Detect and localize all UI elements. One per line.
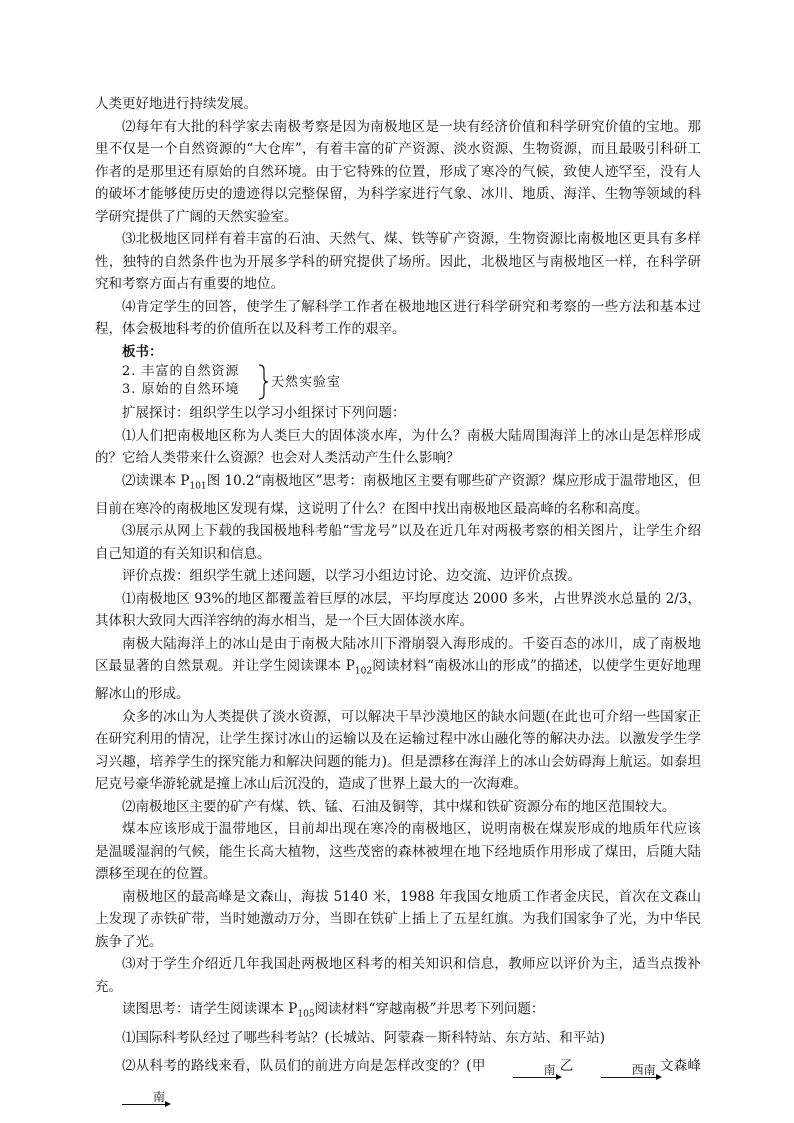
paragraph-3: ⑷肯定学生的回答，使学生了解科学工作者在极地地区进行科学研究和考察的一些方法和基本过程，体会极地科考的价值所在以及科考工作的艰辛。 (95, 298, 701, 337)
paragraph-16-b: 阅读材料“穿越南极”并思考下列问题： (314, 1001, 545, 1018)
route-arrow-2 (574, 1059, 660, 1082)
paragraph-1: ⑵每年有大批的科学家去南极考察是因为南极地区是一块有经济价值和科学研究价值的宝地。那里不仅是一个自然资源的“大仓库”，有着丰富的矿产资源、淡水资源、生物资源，而且最吸引科研工作者的是那里还有原始的自然环境。由于它特殊的位置，形成了寒冷的气候，致使人迹罕至，没有人的破坏才能够使历史的遗迹得以完整保留，为科学家进行气象、冰川、地质、海洋、生物等领域的科学研究提供了广阔的天然实验室。 (95, 118, 701, 225)
board-items (122, 363, 240, 399)
route-arrow-3 (95, 1086, 169, 1109)
board-item-2: 3. 原始的自然环境 (122, 382, 240, 397)
paragraph-6 (95, 470, 701, 521)
document-body (95, 93, 701, 1108)
paragraph-14: 南极地区的最高峰是文森山，海拔 5140 米，1988 年我国女地质工作者金庆民，首次在文森山上发现了赤铁矿带，当时她激动万分，当即在铁矿上插上了五星红旗。为我们国家争了光，为中华民族争了光。 (95, 888, 701, 950)
paragraph-0: 人类更好地进行持续发展。 (95, 96, 257, 112)
board-right-label: 天然实验室 (271, 375, 342, 390)
paragraph-8: 评价点拨：组织学生就上述问题，以学习小组边讨论、边交流、边评价点拨。 (122, 568, 581, 585)
arrow-right-icon (513, 1077, 560, 1078)
route-direction-1: 南 (543, 1063, 556, 1078)
paragraph-18 (95, 1055, 701, 1108)
board-item-1: 2. 丰富的自然资源 (122, 364, 240, 379)
paragraph-4: 扩展探讨：组织学生以学习小组探讨下列问题： (122, 405, 406, 421)
paragraph-15: ⑶对于学生介绍近几年我国赴两极地区科考的相关知识和信息，教师应以评价为主，适当点拨补充。 (95, 956, 701, 995)
paragraph-9: ⑴南极地区 93%的地区都覆盖着巨厚的冰层，平均厚度达 2000 多米，占世界淡水总量的 2/3，其体积大致同大西洋容纳的海水相当，是一个巨大固体淡水库。 (95, 590, 701, 630)
route-stop-2: 文森峰 (659, 1058, 702, 1075)
paragraph-13: 煤本应该形成于温带地区，目前却出现在寒冷的南极地区，说明南极在煤炭形成的地质年代应该是温暖湿润的气候，能生长高大植物，这些茂密的森林被埋在地下经地质作用形成了煤田，后随大陆漂移至现在的位置。 (95, 821, 701, 883)
page-ref-101: 101 (189, 481, 207, 492)
paragraph-18-a: ⑵从科考的路线来看，队员们的前进方向是怎样改变的？(甲 (122, 1058, 486, 1075)
route-arrow-1 (486, 1059, 560, 1082)
paragraph-6-b: 图 10.2“南极地区”思考：南极地区主要有哪些矿产资源？煤应形成于温带地区，但目前在寒冷的南极地区发现有煤，这说明了什么？在图中找出南极地区最高峰的名称和高度。 (95, 472, 702, 517)
paragraph-17: ⑴国际科考队经过了哪些科考站？(长城站、阿蒙森－斯科特站、东方站、和平站) (122, 1029, 606, 1046)
paragraph-5: ⑴人们把南极地区称为人类巨大的固体淡水库，为什么？南极大陆周围海洋上的冰山是怎样形成的？它给人类带来什么资源？也会对人类活动产生什么影响？ (95, 427, 701, 466)
board-summary (95, 363, 701, 401)
paragraph-10 (95, 633, 701, 706)
paragraph-6-a: ⑵读课本 P (122, 472, 190, 489)
page-ref-105: 105 (297, 1010, 315, 1021)
arrow-right-icon (601, 1077, 660, 1078)
board-heading: 板书： (122, 343, 163, 360)
arrow-right-icon (122, 1104, 169, 1105)
paragraph-12: ⑵南极地区主要的矿产有煤、铁、锰、石油及铜等，其中煤和铁矿资源分布的地区范围较大。 (122, 798, 676, 815)
paragraph-16-a: 读图思考：请学生阅读课本 P (122, 1001, 298, 1018)
page-ref-102: 102 (354, 666, 373, 677)
paragraph-16 (95, 998, 701, 1026)
route-stop-1: 乙 (559, 1058, 574, 1075)
paragraph-10-a: 南极大陆海洋上的冰山是由于南极大陆冰川下滑崩裂入海形成的。千姿百态的冰川，成了南极地区最显著的自然景观。并让学生阅读课本 P (95, 635, 701, 675)
paragraph-10-b: 阅读材料“南极冰山的形成”的描述，以使学生更好地理解冰山的形成。 (95, 658, 701, 703)
paragraph-7: ⑶展示从网上下载的我国极地科考船“雪龙号”以及在近几年对两极考察的相关图片，让学生介绍自己知道的有关知识和信息。 (95, 523, 701, 562)
paragraph-11: 众多的冰山为人类提供了淡水资源，可以解决干旱沙漠地区的缺水问题(在此也可介绍一些国家正在研究利用的情况，让学生探讨冰山的运输以及在运输过程中冰山融化等的解决办法。以激发学生学习兴趣，培养学生的探究能力和解决问题的能力)。但是漂移在海洋上的冰山会妨碍海上航运。如泰坦尼克号豪华游轮就是撞上冰山后沉没的，造成了世界上最大的一次海难。 (95, 708, 701, 793)
right-brace-icon (257, 364, 269, 400)
route-direction-3: 南 (153, 1089, 166, 1104)
route-direction-2: 西南 (631, 1063, 656, 1078)
paragraph-2: ⑶北极地区同样有着丰富的石油、天然气、煤、铁等矿产资源，生物资源比南极地区更具有多样性，独特的自然条件也为开展多学科的研究提供了场所。因此，北极地区与南极地区一样，在科学研究和考察方面占有重要的地位。 (95, 231, 701, 292)
